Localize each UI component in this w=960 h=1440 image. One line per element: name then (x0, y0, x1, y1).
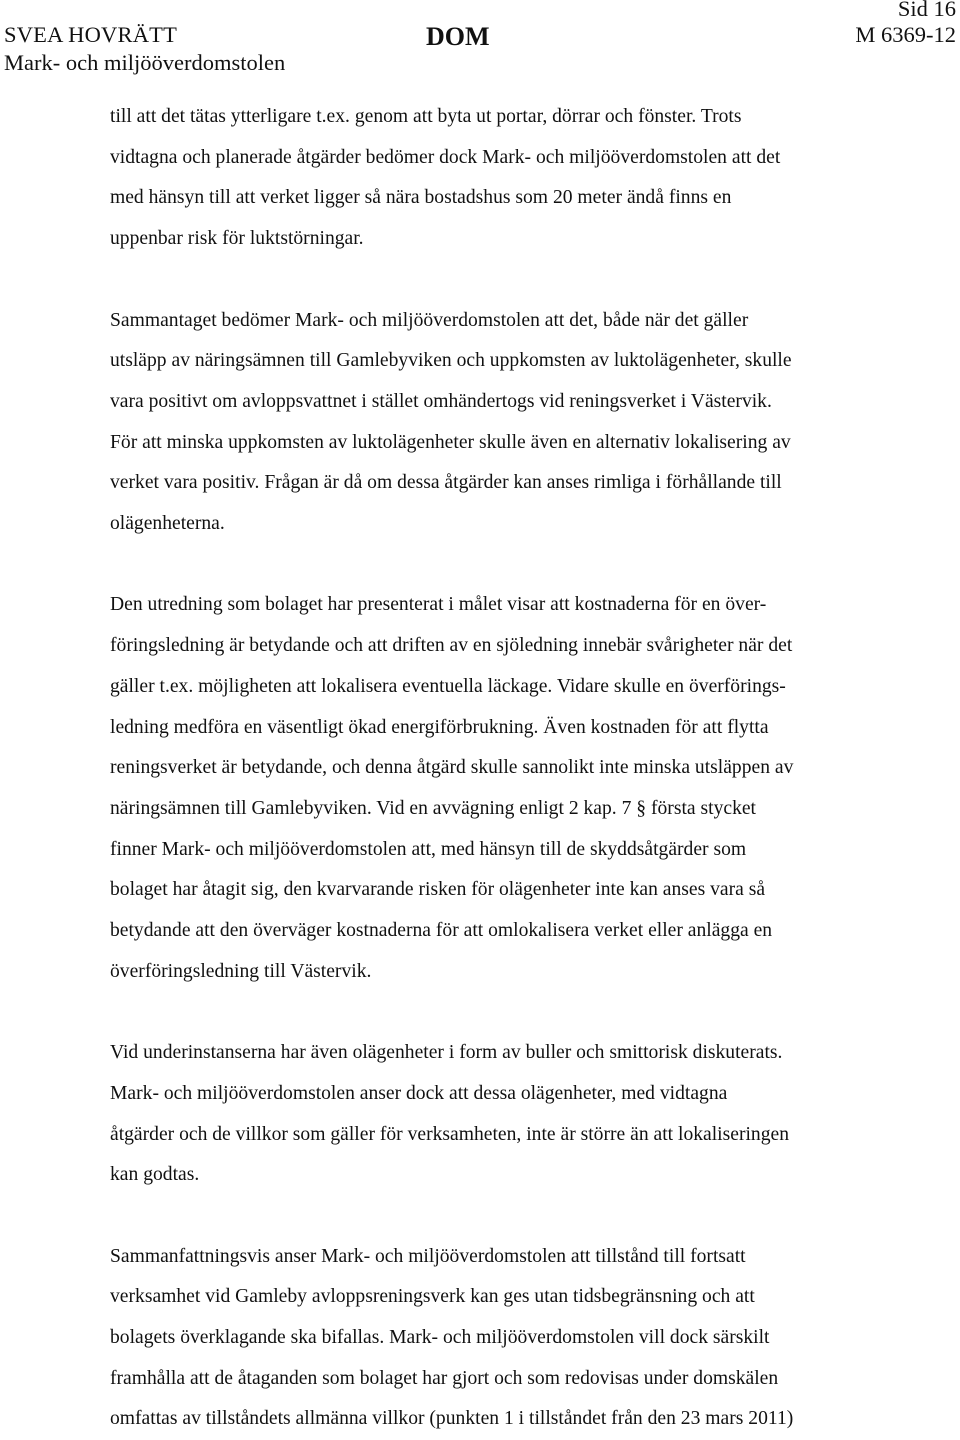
text-line: överföringsledning till Västervik. (110, 960, 372, 982)
text-line: bolaget har åtagit sig, den kvarvarande risken för olägenheter inte kan anses vara så (110, 879, 766, 901)
court-division: Mark- och miljööverdomstolen (4, 50, 286, 75)
text-line: Mark- och miljööverdomstolen anser dock att dessa olägenheter, med vidtagna (110, 1082, 728, 1104)
text-line: åtgärder och de villkor som gäller för verksamheten, inte är större än att lokaliseringen (110, 1123, 789, 1145)
text-line: Den utredning som bolaget har presenterat i målet visar att kostnaderna för en över- (110, 594, 767, 616)
text-line: omfattas av tillståndets allmänna villkor (punkten 1 i tillståndet från den 23 mars 2011) (110, 1408, 794, 1430)
paragraph-4 (110, 1033, 936, 1196)
paragraph-5 (110, 1237, 936, 1440)
text-line: vara positivt om avloppsvattnet i stället omhändertogs vid reningsverket i Västervik. (110, 390, 772, 412)
text-line: kan godtas. (110, 1164, 200, 1186)
text-line: med hänsyn till att verket ligger så nära bostadshus som 20 meter ändå finns en (110, 187, 732, 209)
paragraph-2 (110, 301, 936, 545)
paragraph-gap (110, 260, 936, 301)
text-line: utsläpp av näringsämnen till Gamlebyviken och uppkomsten av luktolägenheter, skulle (110, 350, 792, 372)
text-line: gäller t.ex. möjligheten att lokalisera eventuella läckage. Vidare skulle en överförings- (110, 675, 786, 697)
text-line: föringsledning är betydande och att driften av en sjöledning innebär svårigheter när det (110, 635, 793, 657)
document-type: DOM (426, 22, 490, 51)
text-line: näringsämnen till Gamlebyviken. Vid en avvägning enligt 2 kap. 7 § första stycket (110, 797, 757, 819)
text-line: betydande att den överväger kostnaderna för att omlokalisera verket eller anlägga en (110, 920, 773, 942)
text-line: För att minska uppkomsten av luktolägenheter skulle även en alternativ lokalisering av (110, 431, 791, 453)
text-line: uppenbar risk för luktstörningar. (110, 228, 364, 250)
text-line: reningsverket är betydande, och denna åtgärd skulle sannolikt inte minska utsläppen av (110, 757, 794, 779)
text-line: bolagets överklagande ska bifallas. Mark- och miljööverdomstolen vill dock särskilt (110, 1327, 770, 1349)
text-line: olägenheterna. (110, 513, 225, 535)
paragraph-3 (110, 585, 936, 992)
paragraph-gap (110, 992, 936, 1033)
text-line: till att det tätas ytterligare t.ex. genom att byta ut portar, dörrar och fönster. Trots (110, 106, 742, 127)
case-number: M 6369-12 (855, 22, 956, 47)
court-name: SVEA HOVRÄTT (4, 22, 178, 47)
text-line: Sammantaget bedömer Mark- och miljööverdomstolen att det, både när det gäller (110, 309, 749, 331)
document-body (110, 97, 936, 1440)
paragraph-gap (110, 1196, 936, 1237)
text-line: Vid underinstanserna har även olägenheter i form av buller och smittorisk diskuterats. (110, 1042, 783, 1064)
text-line: vidtagna och planerade åtgärder bedömer dock Mark- och miljööverdomstolen att det (110, 146, 781, 168)
text-line: Sammanfattningsvis anser Mark- och miljööverdomstolen att tillstånd till fortsatt (110, 1245, 746, 1267)
text-line: framhålla att de åtaganden som bolaget har gjort och som redovisas under domskälen (110, 1367, 779, 1389)
paragraph-gap (110, 545, 936, 586)
text-line: ledning medföra en väsentligt ökad energiförbrukning. Även kostnaden för att flytta (110, 716, 769, 738)
page-number: Sid 16 (897, 0, 956, 21)
text-line: verket vara positiv. Frågan är då om dessa åtgärder kan anses rimliga i förhållande till (110, 472, 782, 494)
page-header (0, 0, 960, 80)
text-line: verksamhet vid Gamleby avloppsreningsverk kan ges utan tidsbegränsning och att (110, 1286, 755, 1308)
paragraph-1 (110, 97, 936, 260)
text-line: finner Mark- och miljööverdomstolen att, med hänsyn till de skyddsåtgärder som (110, 838, 747, 860)
